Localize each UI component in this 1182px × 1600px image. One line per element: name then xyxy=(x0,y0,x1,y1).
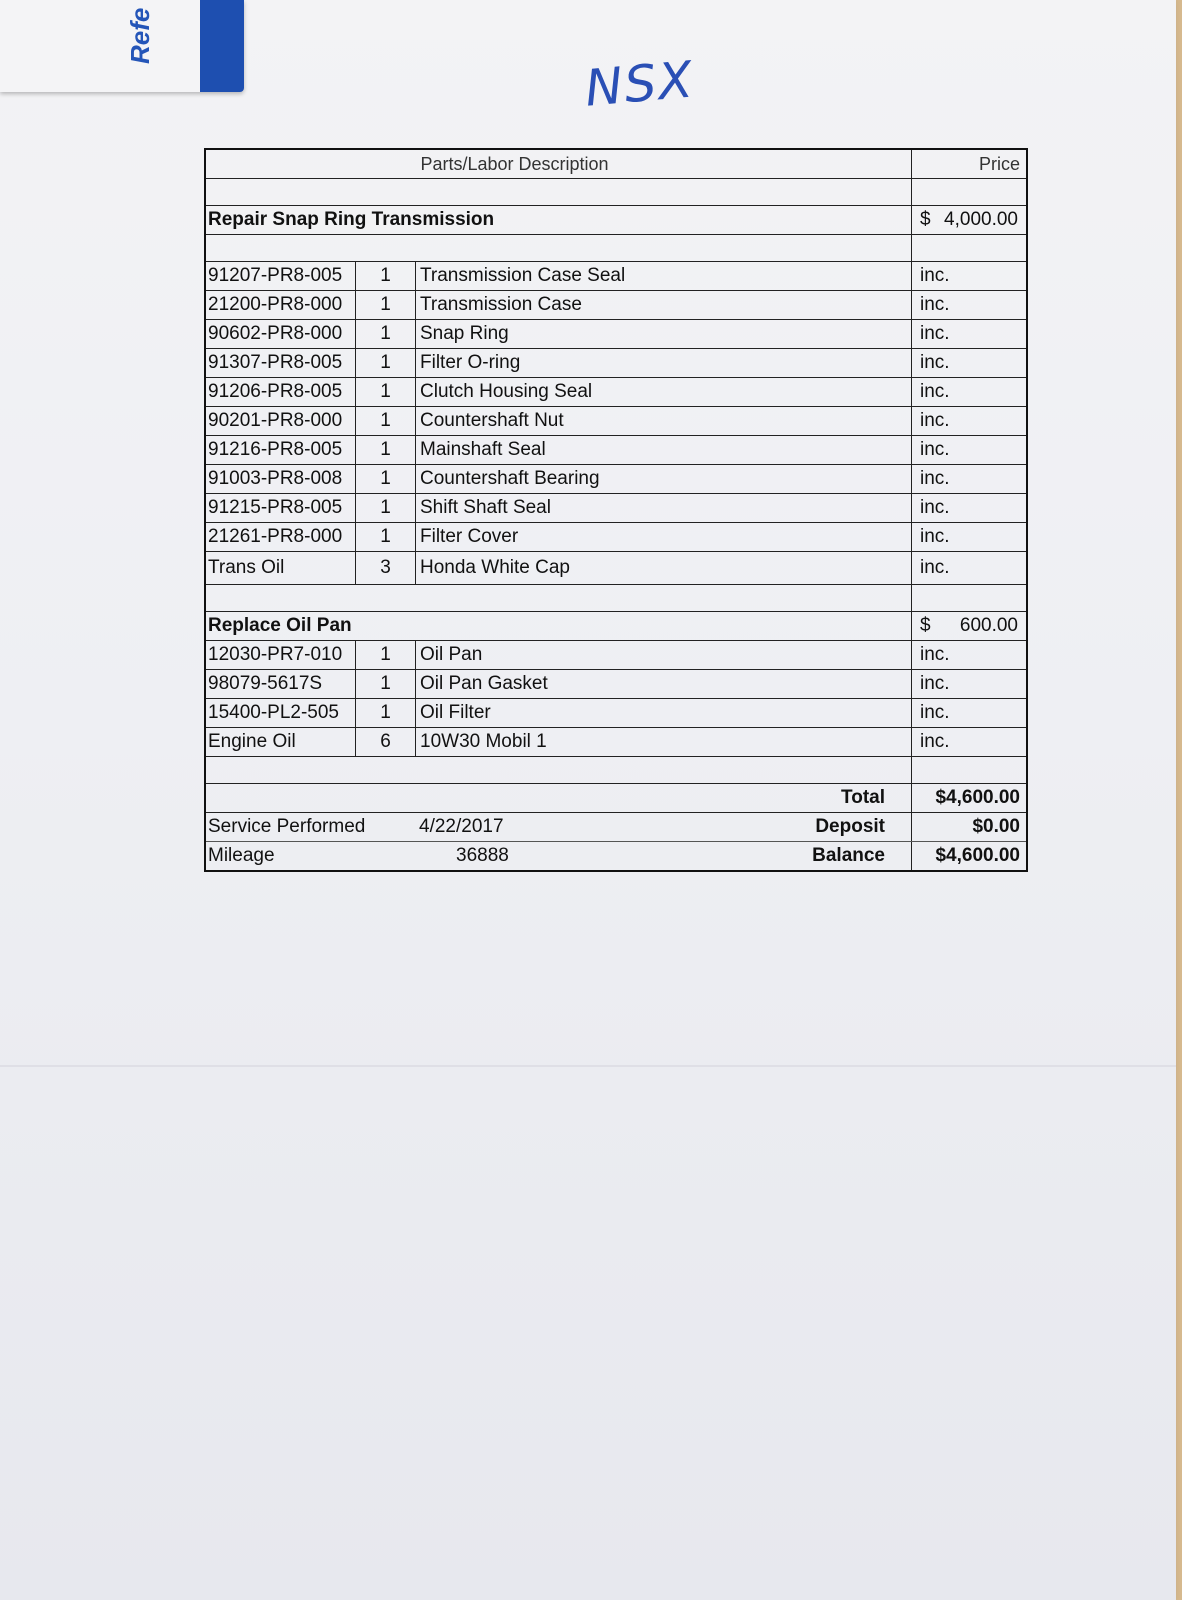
table-row xyxy=(206,728,1026,757)
section-title: Replace Oil Pan xyxy=(206,612,912,640)
part-number: 91206-PR8-005 xyxy=(206,378,356,406)
part-number: Engine Oil xyxy=(206,728,356,756)
table-row xyxy=(206,699,1026,728)
currency-symbol: $ xyxy=(920,209,931,230)
table-row xyxy=(206,670,1026,699)
table-row xyxy=(206,641,1026,670)
item-description: Transmission Case xyxy=(416,291,912,319)
item-price: inc. xyxy=(920,468,950,489)
item-description: Honda White Cap xyxy=(416,552,912,584)
item-description: Transmission Case Seal xyxy=(416,262,912,290)
quantity: 1 xyxy=(356,494,416,522)
blank-cell xyxy=(206,757,912,783)
fold-line xyxy=(0,1065,1176,1067)
quantity: 1 xyxy=(356,436,416,464)
item-price: inc. xyxy=(920,644,950,665)
quantity: 6 xyxy=(356,728,416,756)
quantity: 1 xyxy=(356,641,416,669)
blank-cell xyxy=(206,585,912,611)
section-amount: 4,000.00 xyxy=(944,209,1018,230)
service-date: 4/22/2017 xyxy=(419,816,504,837)
item-price: inc. xyxy=(920,381,950,402)
part-number: 91307-PR8-005 xyxy=(206,349,356,377)
item-description: Shift Shaft Seal xyxy=(416,494,912,522)
part-number: 91207-PR8-005 xyxy=(206,262,356,290)
item-price: inc. xyxy=(920,352,950,373)
balance-label: Balance xyxy=(812,845,885,866)
item-description: Filter O-ring xyxy=(416,349,912,377)
blank-row xyxy=(206,179,1026,206)
item-price: inc. xyxy=(920,557,950,578)
item-price: inc. xyxy=(920,497,950,518)
item-description: Oil Pan xyxy=(416,641,912,669)
item-price: inc. xyxy=(920,294,950,315)
quantity: 1 xyxy=(356,407,416,435)
blank-row xyxy=(206,235,1026,262)
section-price xyxy=(912,612,1026,640)
quantity: 3 xyxy=(356,552,416,584)
blank-cell xyxy=(912,585,1026,611)
reference-sticker xyxy=(0,0,244,92)
deposit-label: Deposit xyxy=(815,816,885,837)
total-amount: $4,600.00 xyxy=(935,787,1020,808)
item-description: Filter Cover xyxy=(416,523,912,551)
table-row xyxy=(206,349,1026,378)
section-row xyxy=(206,206,1026,235)
invoice-table xyxy=(204,148,1028,872)
item-price: inc. xyxy=(920,673,950,694)
total-label: Total xyxy=(841,787,885,808)
blank-row xyxy=(206,757,1026,784)
section-price xyxy=(912,206,1026,234)
item-description: 10W30 Mobil 1 xyxy=(416,728,912,756)
service-cell xyxy=(206,813,912,841)
quantity: 1 xyxy=(356,699,416,727)
item-description: Oil Filter xyxy=(416,699,912,727)
table-row xyxy=(206,407,1026,436)
table-row xyxy=(206,378,1026,407)
table-row xyxy=(206,523,1026,552)
section-title: Repair Snap Ring Transmission xyxy=(206,206,912,234)
blank-cell xyxy=(206,235,912,261)
item-description: Countershaft Bearing xyxy=(416,465,912,493)
item-price: inc. xyxy=(920,410,950,431)
table-row xyxy=(206,291,1026,320)
description-header: Parts/Labor Description xyxy=(206,150,912,178)
table-row xyxy=(206,494,1026,523)
part-number: Trans Oil xyxy=(206,552,356,584)
item-description: Clutch Housing Seal xyxy=(416,378,912,406)
blank-row xyxy=(206,585,1026,612)
quantity: 1 xyxy=(356,523,416,551)
part-number: 91215-PR8-005 xyxy=(206,494,356,522)
balance-row xyxy=(206,842,1026,870)
item-price: inc. xyxy=(920,265,950,286)
table-row xyxy=(206,465,1026,494)
quantity: 1 xyxy=(356,291,416,319)
total-row xyxy=(206,784,1026,813)
part-number: 21200-PR8-000 xyxy=(206,291,356,319)
part-number: 98079-5617S xyxy=(206,670,356,698)
blank-cell xyxy=(912,757,1026,783)
item-description: Countershaft Nut xyxy=(416,407,912,435)
section-row xyxy=(206,612,1026,641)
part-number: 91003-PR8-008 xyxy=(206,465,356,493)
table-row xyxy=(206,262,1026,291)
table-row xyxy=(206,320,1026,349)
sticker-band xyxy=(200,0,244,92)
service-performed-label: Service Performed xyxy=(208,816,366,837)
item-price: inc. xyxy=(920,526,950,547)
total-label-cell xyxy=(206,784,912,812)
deposit-amount: $0.00 xyxy=(972,816,1020,837)
sticker-text: Refe xyxy=(125,7,155,64)
mileage-cell xyxy=(206,842,912,870)
currency-symbol: $ xyxy=(920,615,931,636)
part-number: 91216-PR8-005 xyxy=(206,436,356,464)
quantity: 1 xyxy=(356,465,416,493)
part-number: 21261-PR8-000 xyxy=(206,523,356,551)
item-description: Snap Ring xyxy=(416,320,912,348)
part-number: 12030-PR7-010 xyxy=(206,641,356,669)
deposit-row xyxy=(206,813,1026,842)
item-price: inc. xyxy=(920,439,950,460)
item-price: inc. xyxy=(920,323,950,344)
item-price: inc. xyxy=(920,731,950,752)
item-description: Mainshaft Seal xyxy=(416,436,912,464)
quantity: 1 xyxy=(356,320,416,348)
handwritten-note: NSX xyxy=(582,50,697,118)
item-description: Oil Pan Gasket xyxy=(416,670,912,698)
part-number: 15400-PL2-505 xyxy=(206,699,356,727)
blank-cell xyxy=(206,179,912,205)
table-row xyxy=(206,436,1026,465)
quantity: 1 xyxy=(356,262,416,290)
quantity: 1 xyxy=(356,349,416,377)
mileage-value: 36888 xyxy=(456,845,509,866)
item-price: inc. xyxy=(920,702,950,723)
section-amount: 600.00 xyxy=(959,615,1018,636)
blank-cell xyxy=(912,235,1026,261)
quantity: 1 xyxy=(356,670,416,698)
price-header: Price xyxy=(978,153,1020,174)
mileage-label: Mileage xyxy=(208,845,275,866)
part-number: 90602-PR8-000 xyxy=(206,320,356,348)
blank-cell xyxy=(912,179,1026,205)
table-header xyxy=(206,150,1026,179)
table-row xyxy=(206,552,1026,585)
quantity: 1 xyxy=(356,378,416,406)
balance-amount: $4,600.00 xyxy=(935,845,1020,866)
part-number: 90201-PR8-000 xyxy=(206,407,356,435)
